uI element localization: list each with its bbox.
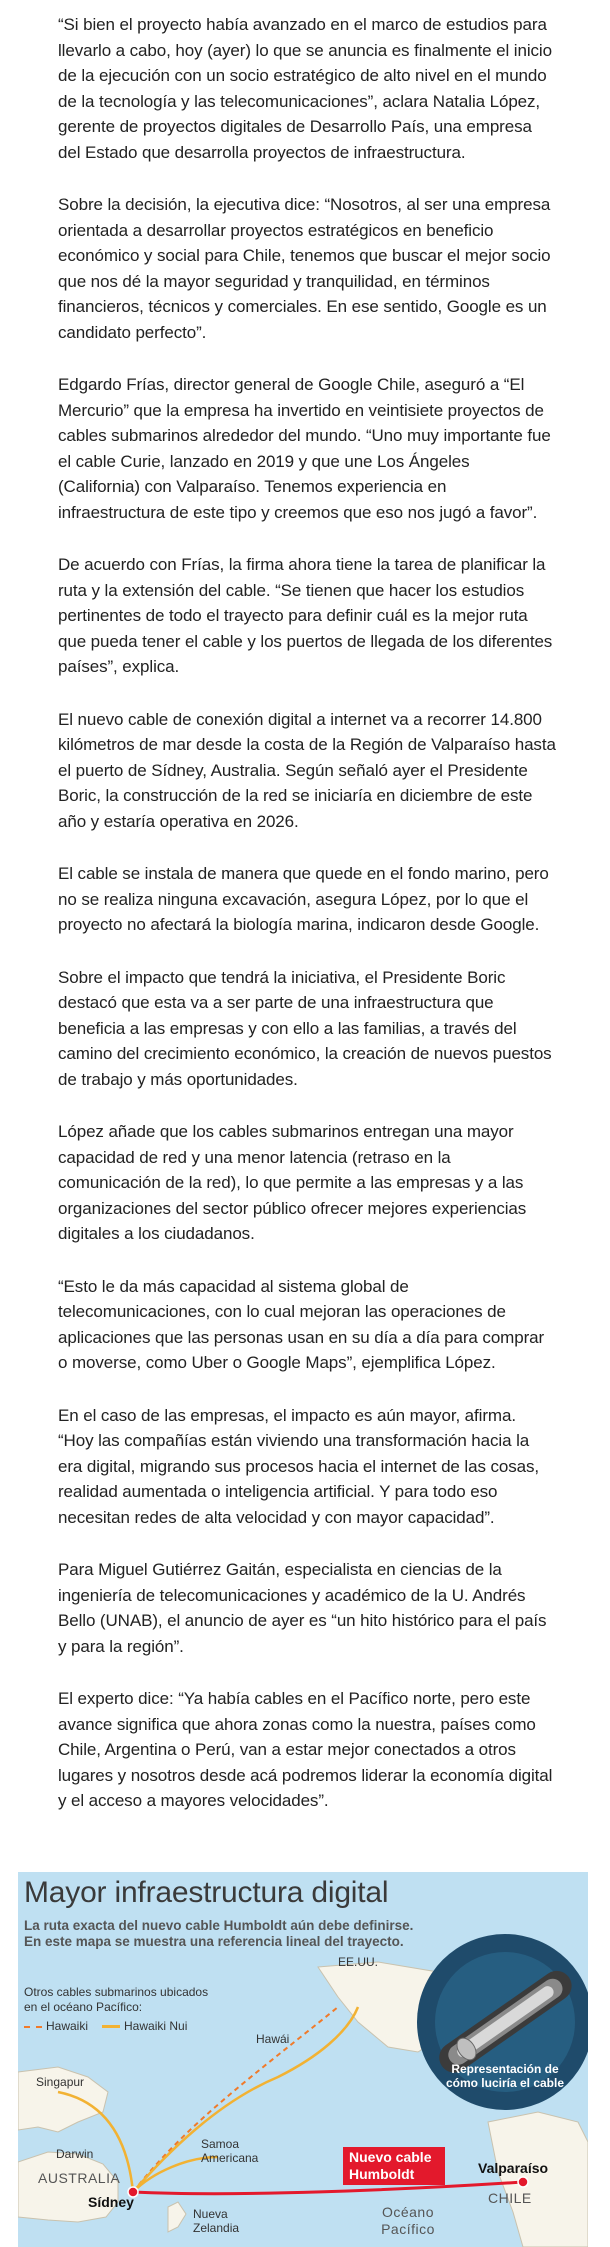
legend-label-hawaiki: Hawaiki bbox=[46, 2019, 89, 2033]
label-singapur: Singapur bbox=[36, 2075, 85, 2089]
new-zealand-landmass bbox=[168, 2202, 186, 2232]
humboldt-cable-route bbox=[133, 2182, 523, 2194]
solid-line-icon bbox=[102, 2025, 120, 2028]
article-paragraph-10: En el caso de las empresas, el impacto es aún mayor, afirma. “Hoy las compañías están viviendo una transformación hacia la era digital, migrando sus procesos hacia el internet de las cosas, realidad aumentada o inteligencia artificial. Y para todo eso necesitan redes de alta velocidad y con mayor capacidad”. bbox=[58, 1405, 539, 1527]
legend-label-hawaiki-nui: Hawaiki Nui bbox=[124, 2019, 188, 2033]
label-sidney: Sídney bbox=[88, 2194, 134, 2210]
new-cable-label: Nuevo cable Humboldt bbox=[349, 2149, 432, 2182]
label-hawai: Hawái bbox=[256, 2032, 290, 2046]
article-paragraph-3: Edgardo Frías, director general de Google Chile, aseguró a “El Mercurio” que la empresa ha invertido en veintisiete proyectos de cables submarinos alrededor del mundo. “Uno muy importante fue el cable Curie, lanzado en 2019 y que une Los Ángeles (California) con Valparaíso. Tenemos experiencia en infraestructura de este tipo y creemos que eso nos jugó a favor”. bbox=[58, 375, 551, 522]
legend-item-hawaiki-nui bbox=[102, 2019, 187, 2034]
article-paragraph-1: “Si bien el proyecto había avanzado en el marco de estudios para llevarlo a cabo, hoy (ayer) lo que se anuncia es finalmente el inicio de la ejecución con un socio estratégico de alto nivel en el mundo de la tecnología y las telecomunicaciones”, aclara Natalia López, gerente de proyectos digitales de Desarrollo País, una empresa del Estado que desarrolla proyectos de infraestructura. bbox=[58, 15, 552, 162]
new-cable-badge bbox=[343, 2147, 445, 2185]
article-paragraph-12: El experto dice: “Ya había cables en el Pacífico norte, pero este avance significa que ahora zonas como la nuestra, países como Chile, Argentina o Perú, van a estar mejor conectados a otros lugares y nosotros desde acá podremos liderar la economía digital y el acceso a mayores velocidades”. bbox=[58, 1689, 553, 1810]
cable-legend bbox=[24, 1985, 214, 2034]
dashed-line-icon bbox=[24, 2026, 42, 2028]
article-paragraph-2: Sobre la decisión, la ejecutiva dice: “Nosotros, al ser una empresa orientada a desarrollar proyectos estratégicos en beneficio económico y social para Chile, tenemos que buscar el mejor socio que nos dé la mayor seguridad y tranquilidad, en términos financieros, técnicos y comerciales. En ese sentido, Google es un candidato perfecto”. bbox=[58, 195, 551, 342]
article-paragraph-7: Sobre el impacto que tendrá la iniciativa, el Presidente Boric destacó que esta va a ser parte de una infraestructura que beneficia a las empresas y con ello a las familias, a través del camino del crecimiento económico, la creación de nuevos puestos de trabajo y más oportunidades. bbox=[58, 967, 552, 1089]
valparaiso-marker bbox=[518, 2177, 528, 2187]
label-australia: AUSTRALIA bbox=[38, 2170, 121, 2186]
article-paragraph-8: López añade que los cables submarinos entregan una mayor capacidad de red y una menor latencia (retraso en la comunicación de la red), lo que permite a las empresas y a las organizaciones del sector público ofrecer mejores experiencias digitales a los ciudadanos. bbox=[58, 1122, 527, 1243]
label-oceano-pacifico: Océano Pacífico bbox=[381, 2204, 435, 2237]
article-paragraph-4: De acuerdo con Frías, la firma ahora tiene la tarea de planificar la ruta y la extensión del cable. “Se tienen que hacer los estudios pertinentes de todo el trayecto para definir cuál es la mejor ruta que pueda tener el cable y los puertos de llegada de los diferentes países”, explica. bbox=[58, 555, 553, 676]
australia-landmass bbox=[18, 2152, 121, 2222]
infographic-title: Mayor infraestructura digital bbox=[24, 1876, 389, 1909]
label-darwin: Darwin bbox=[56, 2147, 94, 2161]
label-chile: CHILE bbox=[488, 2190, 532, 2206]
label-samoa: Samoa Americana bbox=[201, 2137, 259, 2165]
article-paragraph-6: El cable se instala de manera que quede en el fondo marino, pero no se realiza ninguna excavación, asegura López, por lo que el proyecto no afectará la biología marina, indicaron desde Google. bbox=[58, 864, 549, 934]
legend-item-hawaiki bbox=[24, 2019, 88, 2034]
article-paragraph-11: Para Miguel Gutiérrez Gaitán, especialista en ciencias de la ingeniería de telecomunicaciones y académico de la U. Andrés Bello (UNAB), el anuncio de ayer es “un hito histórico para el país y para la región”. bbox=[58, 1560, 547, 1656]
label-valparaiso: Valparaíso bbox=[478, 2160, 549, 2176]
legend-heading: Otros cables submarinos ubicados en el océano Pacífico: bbox=[24, 1985, 209, 2014]
label-eeuu: EE.UU. bbox=[338, 1955, 379, 1969]
infographic-subtitle: La ruta exacta del nuevo cable Humboldt aún debe definirse. En este mapa se muestra una referencia lineal del trayecto. bbox=[24, 1918, 414, 1949]
label-nueva-zelandia: Nueva Zelandia bbox=[193, 2207, 240, 2235]
article-paragraph-5: El nuevo cable de conexión digital a internet va a recorrer 14.800 kilómetros de mar desde la costa de la Región de Valparaíso hasta el puerto de Sídney, Australia. Según señaló ayer el Presidente Boric, la construcción de la red se iniciaría en diciembre de este año y estaría operativa en 2026. bbox=[58, 709, 556, 831]
cable-caption: Representación de cómo luciría el cable bbox=[445, 2062, 565, 2090]
article-paragraph-9: “Esto le da más capacidad al sistema global de telecomunicaciones, con lo cual mejoran las operaciones de aplicaciones que las personas usan en su día a día para comprar o moverse, como Uber o Google Maps”, ejemplifica López. bbox=[58, 1276, 545, 1372]
south-america-landmass bbox=[488, 2112, 588, 2247]
cable-infographic bbox=[18, 1872, 588, 2247]
